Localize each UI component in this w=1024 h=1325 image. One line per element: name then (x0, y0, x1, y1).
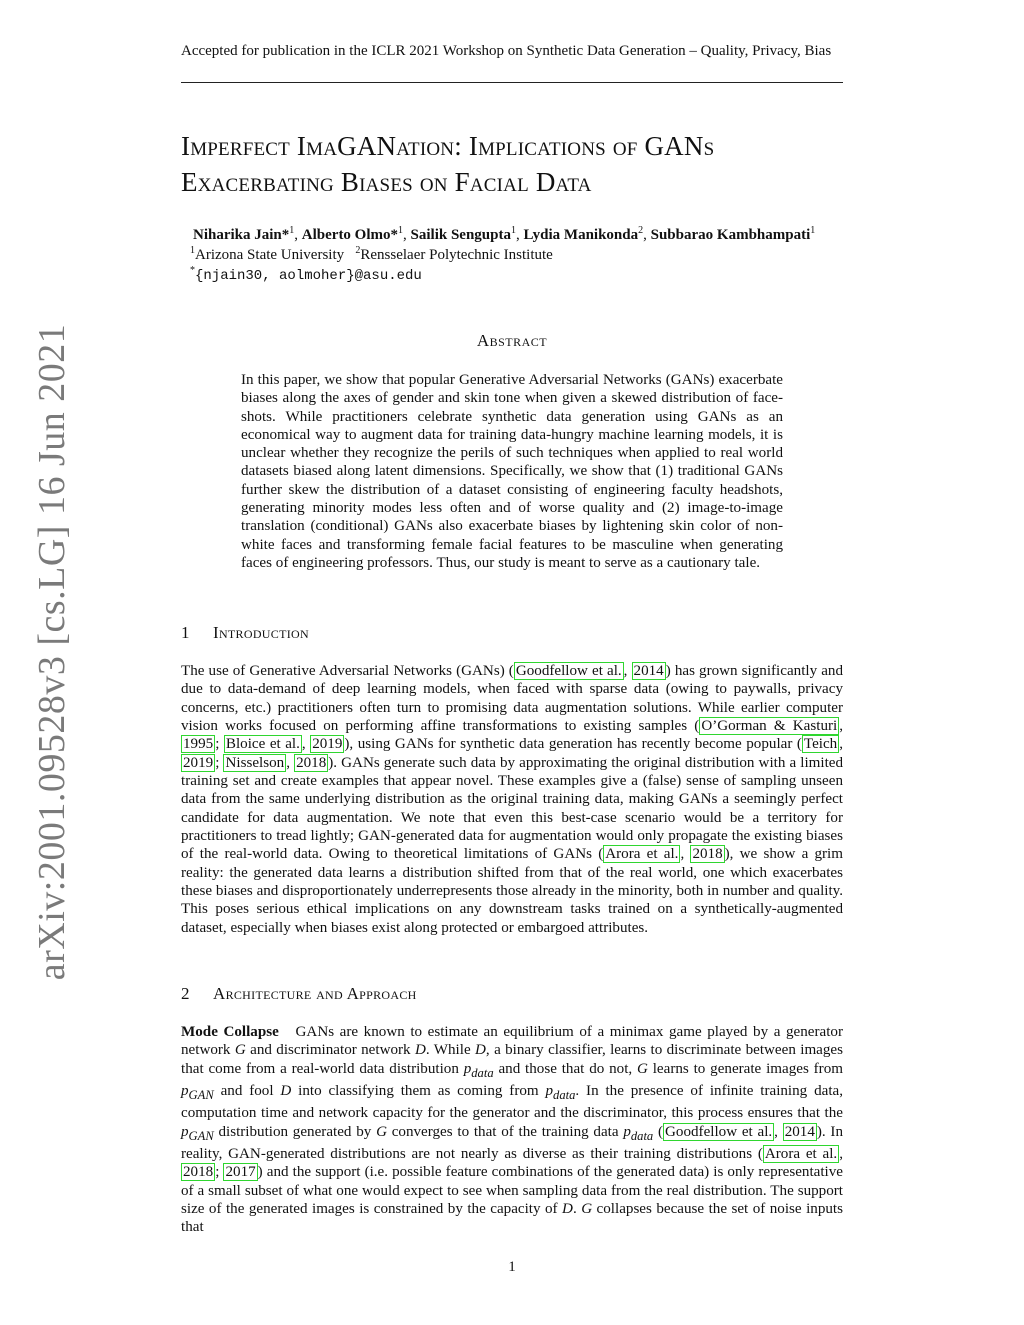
citation-link[interactable]: 2018 (296, 754, 327, 771)
affiliation-1: Arizona State University (195, 247, 345, 263)
author-emails: *{njain30, aolmoher}@asu.edu (190, 265, 422, 284)
run-in-heading: Mode Collapse (181, 1024, 279, 1040)
citation-link[interactable]: Arora et al. (605, 846, 679, 863)
section-2-heading (181, 983, 417, 1005)
author-2: Alberto Olmo* (301, 227, 399, 243)
citation-link[interactable]: 2018 (183, 1164, 214, 1181)
author-3: Sailik Sengupta (410, 227, 511, 243)
intro-paragraph: The use of Generative Adversarial Networks (GANs) ( Goodfellow et al. , 2014 ) has grown significantly and due to data-demand of deep learning models, when faced with sparse data (owing to paywalls, privacy concerns, etc.) practitioners often turn to promising data augmentation solutions. While earlier computer vision works focused on performing affine transformations to existing samples ( O’Gorman & Kasturi , 1995 ; Bloice et al. , 2019 ), using GANs for synthetic data generation has recently become popular ( Teich , 2019 ; Nisselson , 2018 ). GANs generate such data by approximating the original distribution with a limited training set and create examples that appear novel. These examples give a (false) sense of sampling unseen data from the same underlying distribution as the original training data, making GANs a seemingly perfect candidate for data augmentation. We note that even this best-case scenario would be a territory for practitioners to tread lightly; GAN-generated data for augmentation would only propagate the existing biases of the real-world data. Owing to theoretical limitations of GANs ( Arora et al. , 2018 ), we show a grim reality: the generated data learns a distribution shifted from that of the real world, one which exacerbates these biases and disproportionately underrepresents those already in the minority, both in number and quality. This poses serious ethical implications on any downstream tasks trained on a synthetically-augmented dataset, especially when biases exist along protected or embargoed attributes. (181, 663, 844, 936)
venue-header: Accepted for publication in the ICLR 2021 Workshop on Synthetic Data Generation – Quality, Privacy, Bias (181, 43, 832, 59)
section-2-title: Architecture and Approach (213, 984, 417, 1003)
section-1-title: Introduction (213, 623, 309, 642)
citation-link[interactable]: Goodfellow et al. (515, 663, 622, 679)
affiliations: $^1$Arizona State University $^2$Rensselaer Polytechnic Institute (190, 245, 553, 263)
author-list: Niharika Jain*$^1$, Alberto Olmo*$^1$, Sailik Sengupta$^1$, Lydia Manikonda$^2$, Subbarao Kambhampati$^1$ (193, 225, 816, 243)
section-2-number: 2 (181, 984, 190, 1003)
title-line-2: Exacerbating Biases on Facial Data (181, 167, 592, 197)
citation-link[interactable]: Nisselson (225, 754, 285, 771)
author-5: Subbarao Kambhampati (650, 227, 811, 243)
paper-title (181, 128, 881, 200)
citation-link[interactable]: O’Gorman & Kasturi (701, 718, 838, 735)
section-1-heading (181, 622, 309, 644)
citation-link[interactable]: Goodfellow et al. (665, 1123, 773, 1140)
header-divider (181, 82, 843, 83)
author-1: Niharika Jain* (193, 227, 290, 243)
citation-link[interactable]: 2018 (692, 846, 723, 863)
affiliation-2: Rensselaer Polytechnic Institute (360, 247, 553, 263)
citation-link[interactable]: 1995 (183, 736, 214, 753)
arxiv-stamp-area (0, 0, 80, 1325)
citation-link[interactable]: 2019 (183, 754, 214, 771)
citation-link[interactable]: 2014 (784, 1123, 815, 1140)
citation-link[interactable]: 2017 (225, 1164, 256, 1181)
citation-link[interactable]: Arora et al. (764, 1146, 838, 1163)
abstract-body: In this paper, we show that popular Generative Adversarial Networks (GANs) exacerbate biases along the axes of gender and skin tone when given a skewed distribution of face-shots. While practitioners celebrate synthetic data generation using GANs as an economical way to augment data for training data-hungry machine learning models, it is unclear whether they recognize the perils of such techniques when applied to real world datasets biased along latent dimensions. Specifically, we show that (1) traditional GANs further skew the distribution of a dataset consisting of engineering faculty headshots, generating minority modes less often and of worse quality and (2) image-to-image translation (conditional) GANs also exacerbate biases by lightening skin color of non-white faces and transforming female facial features to be masculine when generating faces of engineering professors. Thus, our study is meant to serve as a cautionary tale. (241, 372, 783, 571)
title-line-1: Imperfect ImaGANation: Implications of GANs (181, 131, 715, 161)
citation-link[interactable]: Teich (803, 736, 838, 753)
email-text: {njain30, aolmoher}@asu.edu (195, 268, 422, 284)
page-number: 1 (508, 1259, 516, 1275)
arxiv-stamp: arXiv:2001.09528v3 [cs.LG] 16 Jun 2021 (31, 323, 73, 981)
citation-link[interactable]: Bloice et al. (225, 736, 300, 753)
abstract-heading: Abstract (476, 331, 548, 350)
author-4: Lydia Manikonda (523, 227, 639, 243)
citation-link[interactable]: 2019 (312, 736, 343, 753)
section-1-number: 1 (181, 623, 190, 642)
citation-link[interactable]: 2014 (633, 663, 664, 679)
mode-collapse-paragraph: Mode Collapse GANs are known to estimate an equilibrium of a minimax game played by a generator network G and discriminator network D. While D, a binary classifier, learns to discriminate between images that come from a real-world data distribution $p_{data}$ and those that do not, G learns to generate images from $p_{GAN}$ and fool D into classifying them as coming from $p_{data}$. In the presence of infinite training data, computation time and network capacity for the generator and the discriminator, this process ensures that the $p_{GAN}$ distribution generated by G converges to that of the training data $p_{data}$ ( Goodfellow et al. , 2014 ). In reality, GAN-generated distributions are not nearly as diverse as their training distributions ( Arora et al. , 2018 ; 2017 ) and the support (i.e. possible feature combinations of the generated data) is only representative of a small subset of what one would expect to see when sampling data from the real distribution. The support size of the generated images is constrained by the capacity of D. G collapses because the set of noise inputs that (181, 1024, 844, 1236)
